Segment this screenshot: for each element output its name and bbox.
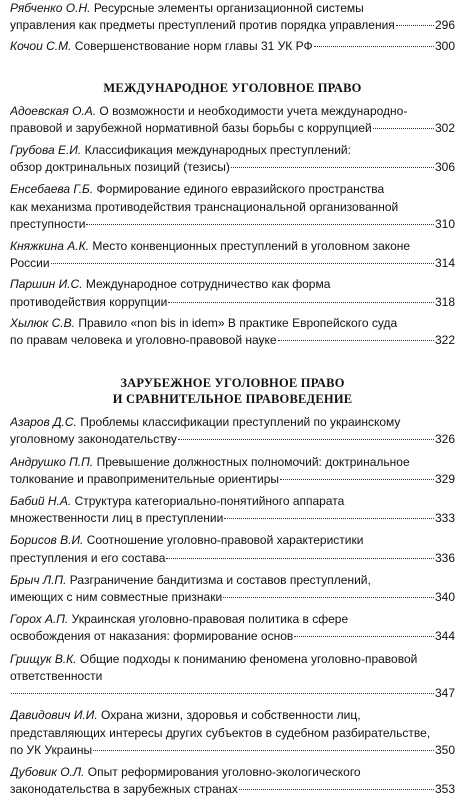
- section-heading-line: МЕЖДУНАРОДНОЕ УГОЛОВНОЕ ПРАВО: [103, 80, 362, 95]
- entry-line: [10, 781, 455, 798]
- entry-author: Дубовик О.Л.: [10, 764, 85, 779]
- toc-entry: [10, 0, 455, 34]
- dot-leader: [278, 340, 434, 341]
- entry-line: [10, 471, 455, 488]
- dot-leader: [93, 750, 434, 751]
- toc-entry: [10, 38, 455, 55]
- dot-leader: [166, 558, 434, 559]
- entry-title-text: России: [10, 256, 50, 271]
- entry-line: [10, 707, 455, 724]
- entry-title-text: по УК Украины: [10, 742, 93, 757]
- entry-line: [10, 216, 455, 233]
- dot-leader: [86, 224, 433, 225]
- entry-title-text: Общие подходы к пониманию феномена уголовно-правовой: [79, 651, 418, 666]
- entry-title-text: обзор доктринальных позиций (тезисы): [10, 160, 230, 175]
- toc-entry: [10, 181, 455, 233]
- entry-author: Грищук В.К.: [10, 651, 77, 666]
- toc-entry: [10, 414, 455, 448]
- page-number: 336: [434, 550, 455, 565]
- dot-leader: [223, 597, 434, 598]
- entry-author: Азаров Д.С.: [10, 415, 77, 430]
- entry-author: Хылюк С.В.: [10, 315, 75, 330]
- dot-leader: [239, 789, 434, 790]
- entry-author: Борисов В.И.: [10, 533, 84, 548]
- entry-title-text: законодательства в зарубежных странах: [10, 782, 238, 797]
- entry-line: [10, 589, 455, 606]
- entry-title-text: правовой и зарубежной нормативной базы борьбы с коррупцией: [10, 120, 372, 135]
- entry-line: [10, 454, 455, 471]
- entry-author: Бабий Н.А.: [10, 494, 72, 509]
- entry-title-text: Совершенствование норм главы 31 УК РФ: [74, 39, 313, 54]
- page-number: 310: [434, 216, 455, 231]
- dot-leader: [178, 439, 434, 440]
- entry-line: [10, 315, 455, 332]
- page-number: 314: [434, 256, 455, 271]
- toc-entry: [10, 238, 455, 272]
- toc-entry: [10, 103, 455, 137]
- entry-title-text: преступления и его состава: [10, 550, 166, 565]
- entry-title-text: Международное сотрудничество как форма: [85, 277, 331, 292]
- dot-leader: [231, 167, 434, 168]
- entry-line: [10, 550, 455, 567]
- dot-leader: [294, 636, 434, 637]
- entry-line: [10, 103, 455, 120]
- entry-line: [10, 493, 455, 510]
- entry-author: Рябченко О.Н.: [10, 1, 91, 15]
- entry-title-text: по правам человека и уголовно-правовой науке: [10, 333, 277, 348]
- page-number: 322: [434, 333, 455, 348]
- toc-entry: [10, 764, 455, 798]
- page-number: 326: [434, 432, 455, 447]
- entry-line: [10, 17, 455, 34]
- dot-leader: [314, 46, 434, 47]
- entry-line: [10, 255, 455, 272]
- entry-title-text: множественности лиц в преступлении: [10, 511, 224, 526]
- entry-line: [10, 611, 455, 628]
- toc-entry: [10, 572, 455, 606]
- entry-line: [10, 764, 455, 781]
- entry-line: [10, 159, 455, 176]
- entry-author: Княжкина А.К.: [10, 239, 90, 254]
- entry-line: [10, 238, 455, 255]
- entry-line: [10, 651, 455, 668]
- entry-author: Грубова Е.И.: [10, 143, 82, 158]
- entry-line: [10, 276, 455, 293]
- dot-leader: [280, 479, 434, 480]
- page-number: 344: [434, 629, 455, 644]
- dot-leader: [51, 263, 434, 264]
- toc-entry: [10, 276, 455, 310]
- entry-title-text: Охрана жизни, здоровья и собственности лиц,: [101, 708, 361, 723]
- toc-entry: [10, 707, 455, 759]
- entry-author: Давидович И.И.: [10, 708, 98, 723]
- entry-title-text: Классификация международных преступлений:: [84, 143, 351, 158]
- entry-line: [10, 0, 455, 17]
- entry-author: Кочои С.М.: [10, 39, 72, 54]
- entry-line: [10, 414, 455, 431]
- entry-title-text: управления как предметы преступлений против порядка управления: [10, 18, 395, 33]
- entry-title-text: Превышение должностных полномочий: доктринальное: [96, 454, 410, 469]
- toc-entry: [10, 493, 455, 527]
- page-number: 340: [434, 590, 455, 605]
- dot-leader: [11, 693, 434, 694]
- page-number: 350: [434, 742, 455, 757]
- page-number: 318: [434, 294, 455, 309]
- entry-title-text: Разграничение бандитизма и составов преступлений,: [69, 572, 371, 587]
- entry-title-text: Украинская уголовно-правовая политика в сфере: [71, 612, 349, 627]
- dot-leader: [224, 518, 434, 519]
- entry-title-text: ответственности: [10, 668, 103, 683]
- entry-author: Адоевская О.А.: [10, 103, 97, 118]
- section-heading-line: И СРАВНИТЕЛЬНОЕ ПРАВОВЕДЕНИЕ: [112, 392, 353, 407]
- entry-title-text: Ресурсные элементы организационной системы: [93, 1, 364, 15]
- page-number: 300: [434, 39, 455, 54]
- entry-title-text: противодействия коррупции: [10, 294, 168, 309]
- entry-line: [10, 38, 455, 55]
- section-heading: [10, 375, 455, 407]
- entry-line: [10, 332, 455, 349]
- entry-author: Енсебаева Г.Б.: [10, 182, 94, 197]
- entry-title-text: Проблемы классификации преступлений по украинскому: [80, 415, 401, 430]
- entry-title-text: Правило «non bis in idem» В практике Европейского суда: [78, 315, 398, 330]
- page-number: 333: [434, 511, 455, 526]
- page-number: 353: [434, 782, 455, 797]
- page-number: 347: [434, 686, 455, 701]
- entry-line: [10, 725, 455, 742]
- entry-line: [10, 572, 455, 589]
- entry-line: [10, 199, 455, 216]
- toc-entry: [10, 532, 455, 566]
- toc-entry: [10, 611, 455, 645]
- entry-author: Брыч Л.П.: [10, 572, 67, 587]
- entry-title-text: имеющих с ним совместные признаки: [10, 590, 223, 605]
- entry-title-text: уголовному законодательству: [10, 432, 177, 447]
- entry-line: [10, 431, 455, 448]
- toc-entry: [10, 315, 455, 349]
- entry-title-text: толкование и правоприменительные ориентиры: [10, 471, 280, 486]
- entry-title-text: Формирование единого евразийского пространства: [96, 182, 385, 197]
- entry-title-text: Структура категориально-понятийного аппарата: [74, 494, 345, 509]
- entry-title-text: О возможности и необходимости учета международно-: [99, 103, 408, 118]
- entry-title-text: Место конвенционных преступлений в уголовном законе: [92, 239, 411, 254]
- entry-line: [10, 742, 455, 759]
- entry-author: Паршин И.С.: [10, 277, 83, 292]
- entry-author: Андрушко П.П.: [10, 454, 94, 469]
- entry-title-text: представляющих интересы других субъектов в судебном разбирательстве,: [10, 725, 431, 740]
- entry-line: [10, 120, 455, 137]
- page-number: 329: [434, 471, 455, 486]
- entry-title-text: Опыт реформирования уголовно-экологического: [87, 764, 361, 779]
- entry-title-text: преступности: [10, 216, 86, 231]
- entry-title-text: Соотношение уголовно-правовой характеристики: [86, 533, 364, 548]
- entry-author: Горох А.П.: [10, 612, 69, 627]
- toc-entry: [10, 142, 455, 176]
- entry-line: [10, 668, 455, 685]
- entry-line: [10, 510, 455, 527]
- dot-leader: [168, 302, 434, 303]
- entry-title-text: освобождения от наказания: формирование основ: [10, 629, 294, 644]
- entry-line: [10, 532, 455, 549]
- section-heading: [10, 80, 455, 96]
- page-number: 296: [434, 18, 455, 33]
- toc-entry: [10, 651, 455, 703]
- page-number: 306: [434, 160, 455, 175]
- entry-title-text: как механизма противодействия транснациональной организованной: [10, 199, 399, 214]
- toc-entry: [10, 454, 455, 488]
- dot-leader: [373, 128, 434, 129]
- entry-line: [10, 181, 455, 198]
- entry-line: [10, 142, 455, 159]
- section-heading-line: ЗАРУБЕЖНОЕ УГОЛОВНОЕ ПРАВО: [120, 376, 345, 391]
- entry-line: [10, 294, 455, 311]
- page-number: 302: [434, 120, 455, 135]
- entry-line: [10, 628, 455, 645]
- dot-leader: [396, 25, 434, 26]
